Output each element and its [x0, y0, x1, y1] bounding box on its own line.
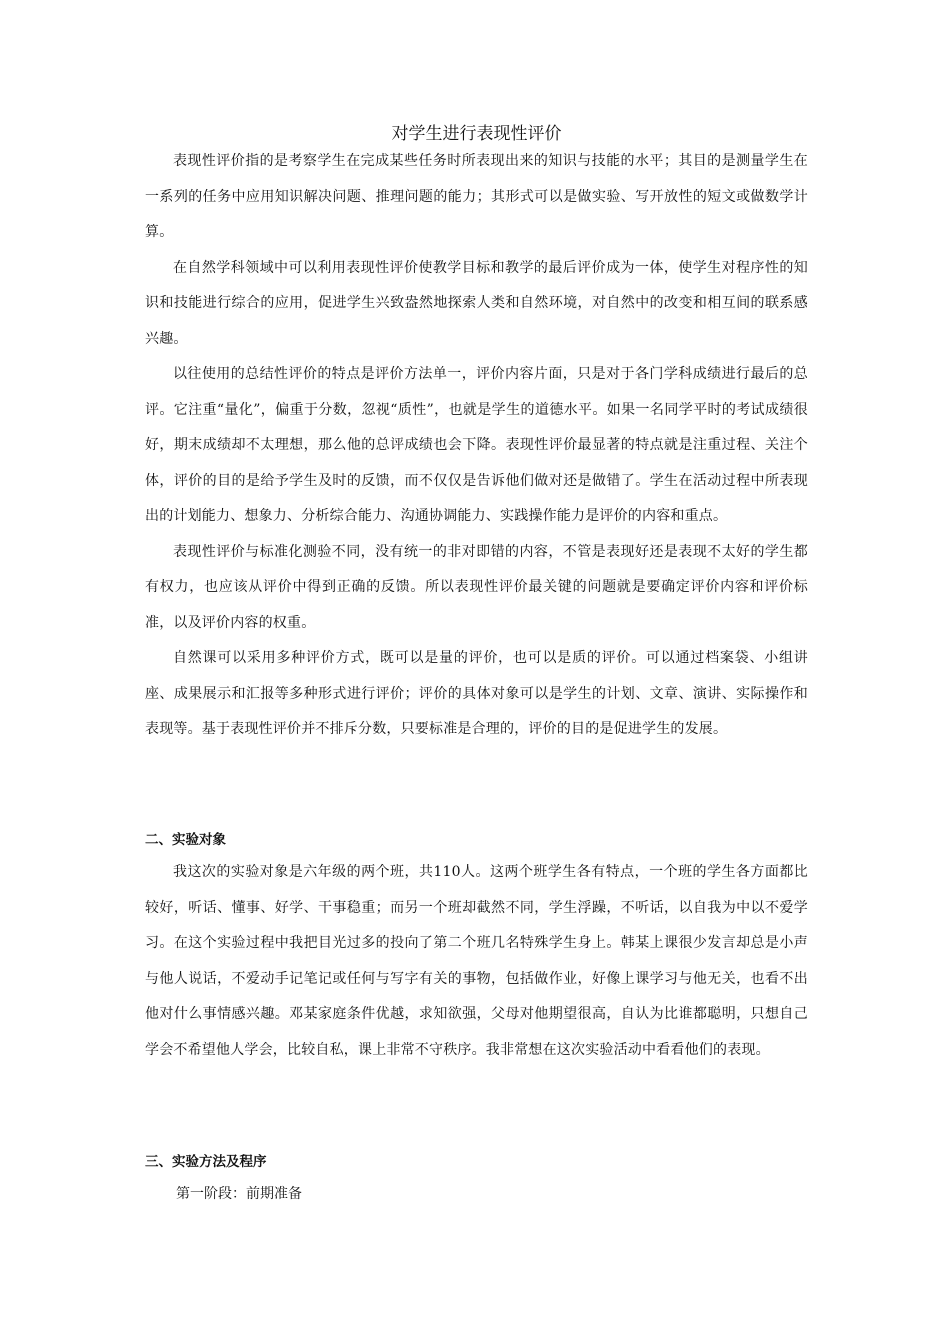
- intro-paragraph-4: 表现性评价与标准化测验不同，没有统一的非对即错的内容，不管是表现好还是表现不太好的学生都有权力，也应该从评价中得到正确的反馈。所以表现性评价最关键的问题就是要确定评价内容和评价标准，以及评价内容的权重。: [145, 543, 808, 631]
- intro-paragraph-2: 在自然学科领域中可以利用表现性评价使教学目标和教学的最后评价成为一体，使学生对程序性的知识和技能进行综合的应用，促进学生兴致盎然地探索人类和自然环境，对自然中的改变和相互间的联系感兴趣。: [145, 259, 808, 347]
- document-title: 对学生进行表现性评价: [391, 124, 562, 144]
- subjects-paragraph: 我这次的实验对象是六年级的两个班，共110人。这两个班学生各有特点，一个班的学生各方面都比较好，听话、懂事、好学、干事稳重；而另一个班却截然不同，学生浮躁，不听话，以自我为中以不爱学习。在这个实验过程中我把目光过多的投向了第二个班几名特殊学生身上。韩某上课很少发言却总是小声与他人说话，不爱动手记笔记或任何与写字有关的事物，包括做作业，好像上课学习与他无关，也看不出他对什么事情感兴趣。邓某家庭条件优越，求知欲强，父母对他期望很高，自认为比谁都聪明，只想自己学会不希望他人学会，比较自私，课上非常不守秩序。我非常想在这次实验活动中看看他们的表现。: [145, 864, 808, 1058]
- intro-paragraph-3: 以往使用的总结性评价的特点是评价方法单一，评价内容片面，只是对于各门学科成绩进行最后的总评。它注重“量化”，偏重于分数，忽视“质性”，也就是学生的道德水平。如果一名同学平时的考试成绩很好，期末成绩却不太理想，那么他的总评成绩也会下降。表现性评价最显著的特点就是注重过程、关注个体，评价的目的是给予学生及时的反馈，而不仅仅是告诉他们做对还是做错了。学生在活动过程中所表现出的计划能力、想象力、分析综合能力、沟通协调能力、实践操作能力是评价的内容和重点。: [145, 366, 808, 524]
- intro-paragraph-1: 表现性评价指的是考察学生在完成某些任务时所表现出来的知识与技能的水平；其目的是测量学生在一系列的任务中应用知识解决问题、推理问题的能力；其形式可以是做实验、写开放性的短文或做数学计算。: [145, 153, 808, 240]
- intro-paragraph-5: 自然课可以采用多种评价方式，既可以是量的评价，也可以是质的评价。可以通过档案袋、小组讲座、成果展示和汇报等多种形式进行评价；评价的具体对象可以是学生的计划、文章、演讲、实际操作和表现等。基于表现性评价并不排斥分数，只要标准是合理的，评价的目的是促进学生的发展。: [145, 650, 808, 737]
- intro-section: [145, 144, 808, 748]
- section-heading-methods: 三、实验方法及程序: [145, 1154, 267, 1170]
- stage-one-line: 第一阶段：前期准备: [176, 1186, 302, 1202]
- subjects-section: [145, 855, 808, 1068]
- section-heading-subjects: 二、实验对象: [145, 832, 226, 848]
